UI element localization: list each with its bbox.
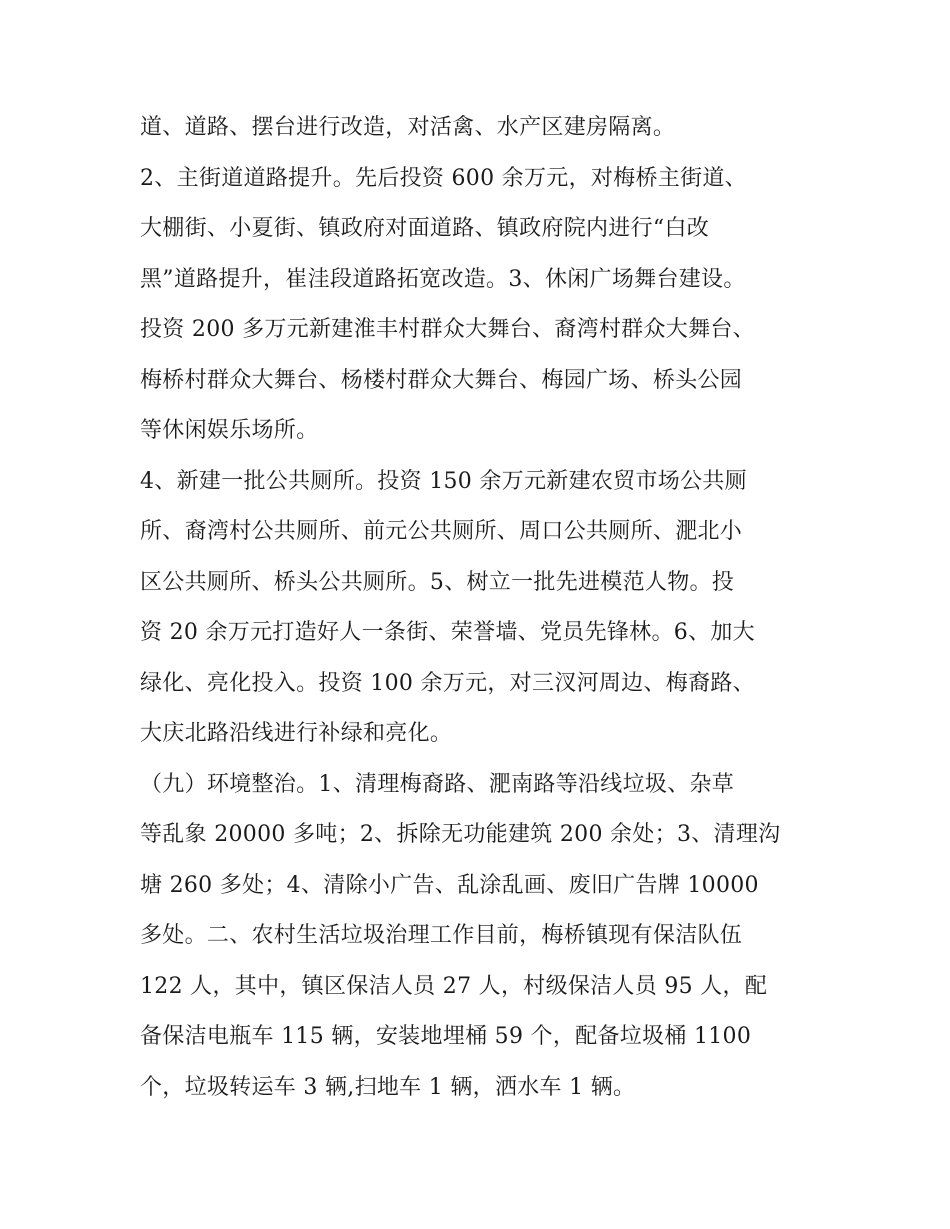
text-line: 区公共厕所、桥头公共厕所。5、树立一批先进模范人物。投 — [140, 569, 735, 595]
text-line: 122 人，其中，镇区保洁人员 27 人，村级保洁人员 95 人，配 — [140, 973, 768, 999]
text-line: 备保洁电瓶车 115 辆，安装地埋桶 59 个，配备垃圾桶 1100 — [140, 1024, 752, 1049]
text-line: 大棚街、小夏街、镇政府对面道路、镇政府院内进行“白改 — [140, 216, 710, 241]
text-line: 绿化、亮化投入。投资 100 余万元，对三汊河周边、梅裔路、 — [140, 670, 755, 696]
text-line: 4、新建一批公共厕所。投资 150 余万元新建农贸市场公共厕 — [140, 468, 747, 494]
text-line: 所、裔湾村公共厕所、前元公共厕所、周口公共厕所、淝北小 — [140, 519, 743, 544]
text-line: 多处。二、农村生活垃圾治理工作目前，梅桥镇现有保洁队伍 — [140, 923, 743, 948]
text-line: 2、主街道道路提升。先后投资 600 余万元，对梅桥主街道、 — [140, 165, 747, 191]
text-line: 梅桥村群众大舞台、杨楼村群众大舞台、梅园广场、桥头公园 — [140, 367, 743, 393]
text-line: 道、道路、摆台进行改造，对活禽、水产区建房隔离。 — [140, 115, 676, 140]
text-line: 个，垃圾转运车 3 辆,扫地车 1 辆，洒水车 1 辆。 — [140, 1074, 636, 1100]
text-line: 大庆北路沿线进行补绿和亮化。 — [140, 721, 453, 746]
text-line: 等乱象 20000 多吨；2、拆除无功能建筑 200 余处；3、清理沟 — [140, 822, 781, 847]
text-line: 等休闲娱乐场所。 — [140, 418, 319, 443]
document-body — [140, 103, 830, 1113]
text-line: 投资 200 多万元新建淮丰村群众大舞台、裔湾村群众大舞台、 — [140, 317, 755, 342]
text-line: 资 20 余万元打造好人一条街、荣誉墙、党员先锋林。6、加大 — [140, 620, 755, 645]
text-line: 黑”道路提升，崔洼段道路拓宽改造。3、休闲广场舞台建设。 — [140, 266, 746, 292]
text-line: （九）环境整治。1、清理梅裔路、淝南路等沿线垃圾、杂草 — [140, 771, 735, 797]
text-line: 塘 260 多处；4、清除小广告、乱涂乱画、废旧广告牌 10000 — [140, 872, 759, 898]
